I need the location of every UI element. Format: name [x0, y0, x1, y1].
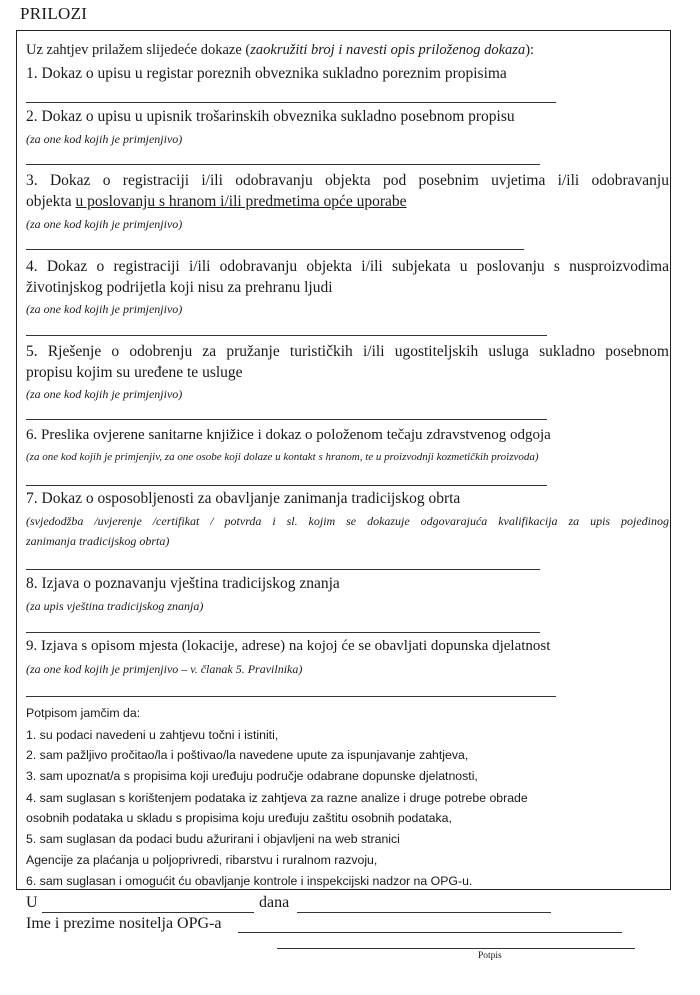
item-6-text: 6. Preslika ovjerene sanitarne knjižice i dokaz o položenom tečaju zdravstvenog odgoja — [26, 427, 551, 443]
item-5-text: 5. Rješenje o odobrenju za pružanje turističkih i/ili ugostiteljskih usluga sukladno posebnom — [26, 343, 669, 360]
item-3-fill-line[interactable] — [26, 249, 524, 250]
declaration-heading: Potpisom jamčim da: — [26, 706, 141, 720]
declaration-line: 1. su podaci navedeni u zahtjevu točni i istiniti, — [26, 728, 279, 742]
declaration-line: 2. sam pažljivo pročitao/la i poštivao/la navedene upute za ispunjavanje zahtjeva, — [26, 748, 469, 762]
declaration-line: Agencije za plaćanja u poljoprivredi, ribarstvu i ruralnom razvoju, — [26, 853, 378, 867]
place-field[interactable] — [42, 912, 254, 913]
item-5-fill-line[interactable] — [26, 419, 547, 420]
item-3-note: (za one kod kojih je primjenjivo) — [26, 217, 183, 231]
holder-name-field[interactable] — [238, 932, 622, 933]
item-3-text-2: objekta u poslovanju s hranom i/ili predmetima opće uporabe — [26, 193, 407, 210]
date-field[interactable] — [297, 912, 551, 913]
signature-line[interactable] — [277, 948, 635, 949]
item-8-fill-line[interactable] — [26, 632, 540, 633]
item-7-note-2: zanimanja tradicijskog obrta) — [26, 534, 170, 548]
signature-label: Potpis — [478, 951, 502, 961]
item-7-note: (svjedodžba /uvjerenje /certifikat / potvrda i sl. kojim se dokazuje odgovarajuća kvalifikacija za upis pojedinog — [26, 514, 669, 528]
item-1-text: 1. Dokaz o upisu u registar poreznih obveznika sukladno poreznim propisima — [26, 65, 507, 82]
item-5-note: (za one kod kojih je primjenjivo) — [26, 387, 183, 401]
item-4-fill-line[interactable] — [26, 335, 547, 336]
item-2-fill-line[interactable] — [26, 164, 540, 165]
item-3-text: 3. Dokaz o registraciji i/ili odobravanju objekta pod posebnim uvjetima i/ili odobravanju — [26, 172, 669, 189]
declaration-line: osobnih podataka u skladu s propisima koju uređuju zaštitu osobnih podataka, — [26, 811, 452, 825]
item-2-text: 2. Dokaz o upisu u upisnik trošarinskih obveznika sukladno posebnom propisu — [26, 108, 515, 125]
item-9-note: (za one kod kojih je primjenjivo – v. članak 5. Pravilnika) — [26, 662, 303, 676]
item-9-text: 9. Izjava s opisom mjesta (lokacije, adrese) na kojoj će se obavljati dopunska djelatnost — [26, 638, 551, 654]
item-4-note: (za one kod kojih je primjenjivo) — [26, 302, 183, 316]
item-8-text: 8. Izjava o poznavanju vještina tradicijskog znanja — [26, 575, 340, 592]
item-9-fill-line[interactable] — [26, 696, 556, 697]
item-5-text-2: propisu kojim su uređene te usluge — [26, 364, 243, 381]
page-title: PRILOZI — [20, 4, 88, 23]
item-6-fill-line[interactable] — [26, 485, 547, 486]
holder-name-label: Ime i prezime nositelja OPG-a — [26, 915, 222, 932]
declaration-line: 5. sam suglasan da podaci budu ažurirani i objavljeni na web stranici — [26, 832, 400, 846]
item-7-fill-line[interactable] — [26, 569, 540, 570]
item-8-note: (za upis vještina tradicijskog znanja) — [26, 599, 204, 613]
place-label: U — [26, 894, 38, 911]
item-4-text: 4. Dokaz o registraciji i/ili odobravanju objekta i/ili subjekata u poslovanju s nusproizvodima — [26, 258, 669, 275]
date-label: dana — [259, 894, 290, 911]
item-7-text: 7. Dokaz o osposobljenosti za obavljanje zanimanja tradicijskog obrta — [26, 490, 461, 507]
declaration-line: 6. sam suglasan i omogućit ću obavljanje kontrole i inspekcijski nadzor na OPG-u. — [26, 874, 473, 888]
item-4-text-2: životinjskog podrijetla koji nisu za prehranu ljudi — [26, 279, 333, 296]
declaration-line: 4. sam suglasan s korištenjem podataka iz zahtjeva za razne analize i druge potrebe obrade — [26, 791, 528, 805]
declaration-line: 3. sam upoznat/a s propisima koji uređuju područje odabrane dopunske djelatnosti, — [26, 769, 478, 783]
intro-text: Uz zahtjev prilažem slijedeće dokaze (zaokružiti broj i navesti opis priloženog dokaza): — [26, 42, 535, 58]
item-6-note: (za one kod kojih je primjenjiv, za one osobe koji dolaze u kontakt s hranom, te u proizvodnji kozmetičkih proizvoda) — [26, 451, 539, 463]
item-1-fill-line[interactable] — [26, 102, 556, 103]
item-2-note: (za one kod kojih je primjenjivo) — [26, 132, 183, 146]
